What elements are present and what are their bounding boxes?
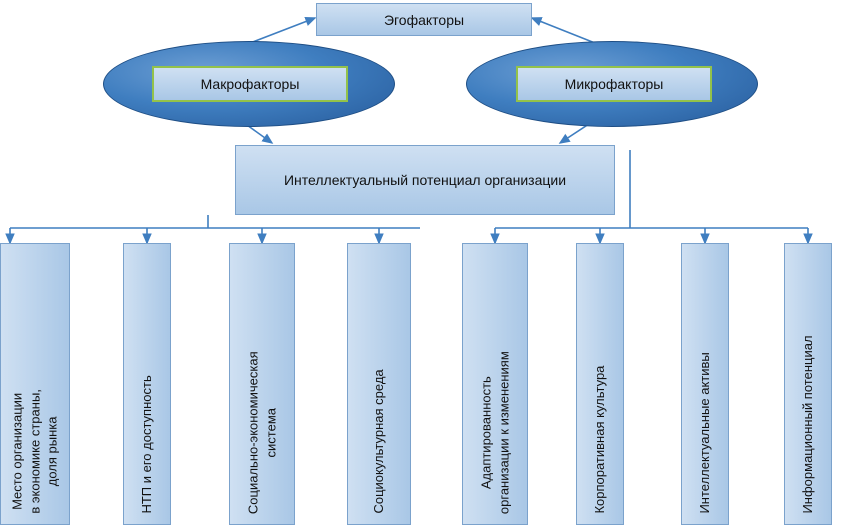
factor-bar-1-text xyxy=(9,389,62,514)
factor-bar-1-line-3: доля рынка xyxy=(44,416,60,487)
factor-bar-6-text xyxy=(591,366,609,514)
factor-bar-4 xyxy=(347,243,411,525)
factor-bar-8-text xyxy=(799,336,817,514)
factor-bar-4-line-1: Социокультурная среда xyxy=(371,369,387,514)
factor-bar-3-line-2: система xyxy=(263,407,278,458)
factor-bar-2 xyxy=(123,243,171,525)
ego-factors-label: Эгофакторы xyxy=(383,11,465,28)
factor-bar-7 xyxy=(681,243,729,525)
factor-bar-5 xyxy=(462,243,528,525)
factor-bar-2-line-1: НТП и его доступность xyxy=(139,375,155,514)
factor-bar-3 xyxy=(229,243,295,525)
factor-bar-3-line-1: Социально-экономическая xyxy=(245,351,261,514)
factor-bar-1-line-2: в экономике страны, xyxy=(27,389,43,514)
factor-bar-4-text xyxy=(370,370,388,514)
factor-bar-5-line-2: организации к изменениям xyxy=(496,351,511,514)
intellectual-potential-box xyxy=(235,145,615,215)
factor-bar-1 xyxy=(0,243,70,525)
factor-bar-3-text xyxy=(244,351,279,514)
intellectual-potential-label: Интеллектуальный потенциал организации xyxy=(283,171,567,188)
factor-bar-2-text xyxy=(138,376,156,514)
factor-bar-1-line-1: Место организации xyxy=(9,393,25,511)
ego-factors-box xyxy=(316,3,532,36)
factor-bar-8 xyxy=(784,243,832,525)
factor-bar-7-text xyxy=(696,353,714,514)
factor-bar-7-line-1: Интеллектуальные активы xyxy=(697,352,713,514)
micro-factors-label-box xyxy=(516,66,712,102)
factor-bar-5-text xyxy=(477,351,512,514)
factor-bar-5-line-1: Адаптированность xyxy=(478,376,494,490)
macro-factors-label: Макрофакторы xyxy=(200,76,300,92)
factor-bar-6 xyxy=(576,243,624,525)
macro-factors-label-box xyxy=(152,66,348,102)
factor-bar-6-line-1: Корпоративная культура xyxy=(592,366,608,514)
factor-bar-8-line-1: Информационный потенциал xyxy=(800,335,816,514)
micro-factors-label: Микрофакторы xyxy=(564,76,664,92)
